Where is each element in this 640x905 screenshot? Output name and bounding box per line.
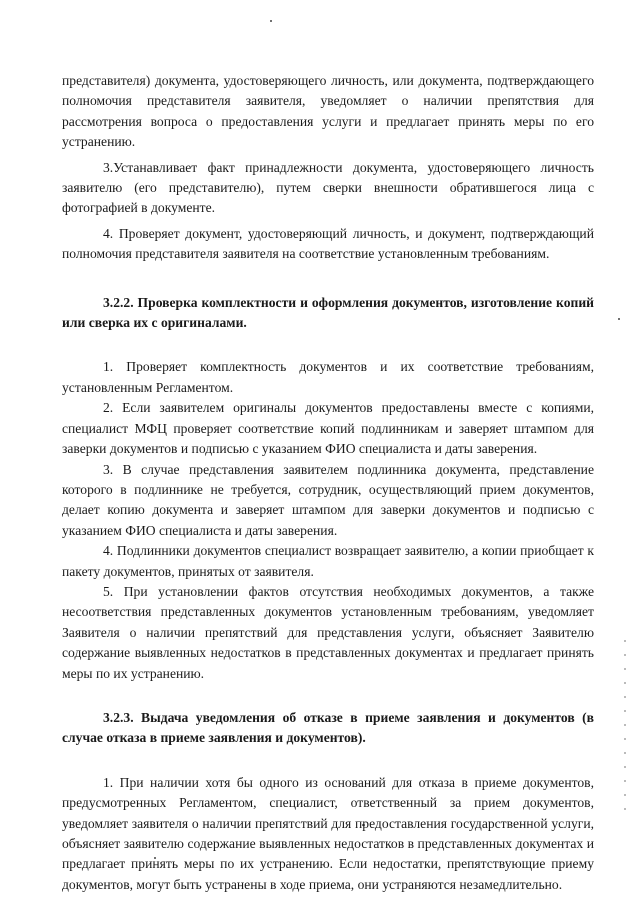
paragraph-3-2-2-item-4: 4. Подлинники документов специалист возвращает заявителю, а копии приобщает к пакету документов, принятых от заявителя. [62,543,594,579]
paragraph-3-2-2-item-3: 3. В случае представления заявителем подлинника документа, представление которого в подлиннике не требуется, сотрудник, осуществляющий прием документов, делает копию документа и заверяет штампом для заверки документов и подписью с указанием ФИО специалиста и даты заверения. [62,461,594,538]
document-page [62,71,594,895]
margin-scan-noise [624,640,626,810]
paragraph-3-2-3-item-1: 1. При наличии хотя бы одного из оснований для отказа в приеме документов, предусмотренных Регламентом, специалист, ответственный за прием документов, уведомляет заявителя о наличии препятствий для предоставления государственной услуги, объясняет заявителю содержание выявленных недостатков в представленных документах и предлагает принять меры по их устранению. Если недостатки, препятствующие приему документов, могут быть устранены в ходе приема, они устраняются незамедлительно. [62,774,594,892]
section-heading-3-2-2: 3.2.2. Проверка комплектности и оформления документов, изготовление копий или сверка их с оригиналами. [62,294,594,331]
scan-speck [618,318,620,320]
paragraph-continuation: представителя) документа, удостоверяющего личность, или документа, подтверждающего полномочия представителя заявителя, уведомляет о наличии препятствия для рассмотрения вопроса о предоставления услуги и предлагает принять меры по его устранению. [62,73,594,150]
paragraph-3-2-2-item-2: 2. Если заявителем оригиналы документов предоставлены вместе с копиями, специалист МФЦ проверяет соответствие копий подлинникам и заверяет штампом для заверки документов и подписью с указанием ФИО специалиста и даты заверения. [62,400,594,457]
paragraph-3-2-2-item-1: 1. Проверяет комплектность документов и их соответствие требованиям, установленным Регламентом. [62,359,594,395]
paragraph-item-3: 3.Устанавливает факт принадлежности документа, удостоверяющего личность заявителю (его представителю), путем сверки внешности обратившегося лица с фотографией в документе. [62,159,594,216]
scan-speck [270,20,272,22]
section-heading-3-2-3: 3.2.3. Выдача уведомления об отказе в приеме заявления и документов (в случае отказа в приеме заявления и документов). [62,709,594,746]
paragraph-3-2-2-item-5: 5. При установлении фактов отсутствия необходимых документов, а также несоответствия представленных документов установленным требованиям, уведомляет Заявителя о наличии препятствий для представления услуги, объясняет Заявителю содержание выявленных недостатков в представленных документах и предлагает принять меры по их устранению. [62,583,594,681]
paragraph-item-4: 4. Проверяет документ, удостоверяющий личность, и документ, подтверждающий полномочия представителя заявителя на соответствие установленным требованиям. [62,225,594,262]
